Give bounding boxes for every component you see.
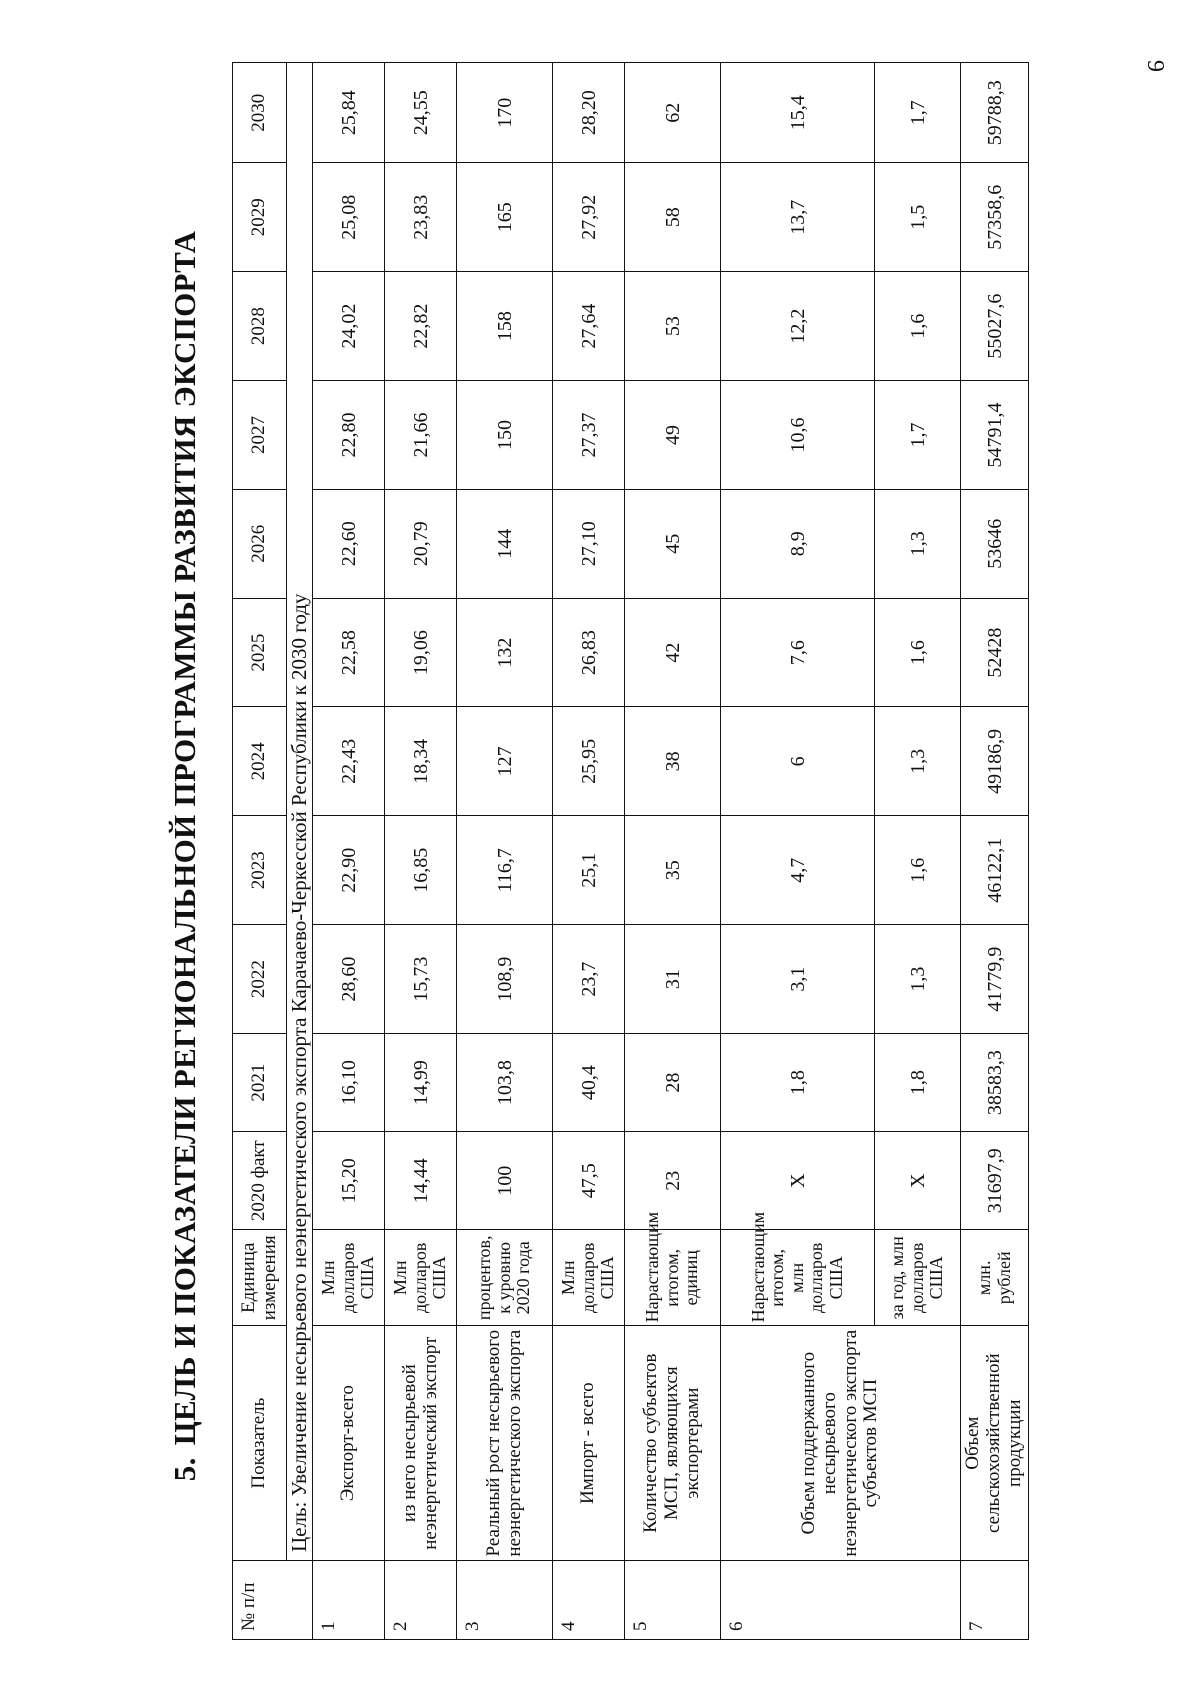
unit-cell: Млн долларов США	[313, 1230, 385, 1326]
indicator-name: Объем поддержанного несырьевого неэнергетического экспорта субъектов МСП	[721, 1326, 961, 1561]
value-cell: 47,5	[553, 1132, 625, 1230]
goal-row	[287, 63, 313, 1640]
value-cell: 1,8	[721, 1033, 875, 1131]
value-cell: 16,10	[313, 1033, 385, 1131]
value-cell: 42	[625, 598, 721, 707]
row-number: 7	[961, 1561, 1029, 1640]
value-cell: 1,6	[875, 598, 961, 707]
value-cell: 1,3	[875, 707, 961, 816]
indicator-name: из него несырьевой неэнергетический экспорт	[385, 1326, 457, 1561]
value-cell: 1,6	[875, 816, 961, 925]
row-number: 2	[385, 1561, 457, 1640]
table-row	[961, 63, 1029, 1640]
value-cell: 22,43	[313, 707, 385, 816]
value-cell: 100	[457, 1132, 553, 1230]
value-cell: Х	[721, 1132, 875, 1230]
value-cell: 38583,3	[961, 1033, 1029, 1131]
value-cell: 25,84	[313, 63, 385, 163]
value-cell: 14,99	[385, 1033, 457, 1131]
value-cell: Х	[875, 1132, 961, 1230]
value-cell: 1,7	[875, 381, 961, 490]
value-cell: 27,92	[553, 163, 625, 272]
table-row	[313, 63, 385, 1640]
value-cell: 27,64	[553, 272, 625, 381]
value-cell: 127	[457, 707, 553, 816]
table-row	[553, 63, 625, 1640]
export-indicators-table	[232, 62, 1029, 1640]
value-cell: 62	[625, 63, 721, 163]
header-year: 2029	[233, 163, 287, 272]
value-cell: 6	[721, 707, 875, 816]
value-cell: 27,10	[553, 489, 625, 598]
value-cell: 165	[457, 163, 553, 272]
value-cell: 1,6	[875, 272, 961, 381]
value-cell: 28	[625, 1033, 721, 1131]
value-cell: 46122,1	[961, 816, 1029, 925]
unit-cell: Нарастающим итогом, млн долларов США	[721, 1230, 875, 1326]
value-cell: 24,55	[385, 63, 457, 163]
value-cell: 26,83	[553, 598, 625, 707]
indicator-name: Экспорт-всего	[313, 1326, 385, 1561]
header-year: 2025	[233, 598, 287, 707]
value-cell: 108,9	[457, 925, 553, 1034]
value-cell: 58	[625, 163, 721, 272]
value-cell: 38	[625, 707, 721, 816]
value-cell: 49	[625, 381, 721, 490]
unit-cell: Млн долларов США	[553, 1230, 625, 1326]
unit-cell: Млн долларов США	[385, 1230, 457, 1326]
header-year: 2022	[233, 925, 287, 1034]
header-year: 2023	[233, 816, 287, 925]
value-cell: 15,20	[313, 1132, 385, 1230]
row-number: 4	[553, 1561, 625, 1640]
value-cell: 28,20	[553, 63, 625, 163]
value-cell: 59788,3	[961, 63, 1029, 163]
value-cell: 14,44	[385, 1132, 457, 1230]
value-cell: 132	[457, 598, 553, 707]
value-cell: 1,3	[875, 489, 961, 598]
section-title: ЦЕЛЬ И ПОКАЗАТЕЛИ РЕГИОНАЛЬНОЙ ПРОГРАММЫ РАЗВИТИЯ ЭКСПОРТА	[167, 230, 202, 1446]
value-cell: 20,79	[385, 489, 457, 598]
value-cell: 53646	[961, 489, 1029, 598]
rotated-page-content	[150, 60, 1030, 1640]
value-cell: 52428	[961, 598, 1029, 707]
value-cell: 4,7	[721, 816, 875, 925]
value-cell: 57358,6	[961, 163, 1029, 272]
unit-cell: млн. рублей	[961, 1230, 1029, 1326]
header-year: 2027	[233, 381, 287, 490]
value-cell: 21,66	[385, 381, 457, 490]
header-year: 2024	[233, 707, 287, 816]
value-cell: 25,1	[553, 816, 625, 925]
row-number: 6	[721, 1561, 961, 1640]
header-year: 2021	[233, 1033, 287, 1131]
value-cell: 23,83	[385, 163, 457, 272]
header-indicator: Показатель	[233, 1326, 287, 1561]
value-cell: 7,6	[721, 598, 875, 707]
value-cell: 40,4	[553, 1033, 625, 1131]
value-cell: 13,7	[721, 163, 875, 272]
value-cell: 31	[625, 925, 721, 1034]
value-cell: 41779,9	[961, 925, 1029, 1034]
value-cell: 8,9	[721, 489, 875, 598]
value-cell: 10,6	[721, 381, 875, 490]
table-header-row	[233, 63, 287, 1640]
header-year: 2028	[233, 272, 287, 381]
value-cell: 15,73	[385, 925, 457, 1034]
header-num: № п/п	[233, 1561, 313, 1640]
value-cell: 23	[625, 1132, 721, 1230]
value-cell: 22,58	[313, 598, 385, 707]
unit-cell: Нарастающим итогом, единиц	[625, 1230, 721, 1326]
value-cell: 116,7	[457, 816, 553, 925]
value-cell: 23,7	[553, 925, 625, 1034]
value-cell: 1,3	[875, 925, 961, 1034]
value-cell: 54791,4	[961, 381, 1029, 490]
unit-cell: процентов, к уровню 2020 года	[457, 1230, 553, 1326]
unit-cell: за год, млн долларов США	[875, 1230, 961, 1326]
value-cell: 170	[457, 63, 553, 163]
row-number: 3	[457, 1561, 553, 1640]
header-year: 2020 факт	[233, 1132, 287, 1230]
table-row	[625, 63, 721, 1640]
value-cell: 35	[625, 816, 721, 925]
table-row	[457, 63, 553, 1640]
value-cell: 15,4	[721, 63, 875, 163]
value-cell: 53	[625, 272, 721, 381]
goal-text: Цель: Увеличение несырьевого неэнергетического экспорта Карачаево-Черкесской Республики к 2030 году	[287, 63, 313, 1561]
value-cell: 1,5	[875, 163, 961, 272]
header-year: 2030	[233, 63, 287, 163]
value-cell: 22,60	[313, 489, 385, 598]
value-cell: 144	[457, 489, 553, 598]
value-cell: 150	[457, 381, 553, 490]
value-cell: 28,60	[313, 925, 385, 1034]
indicator-name: Количество субъектов МСП, являющихся экспортерами	[625, 1326, 721, 1561]
header-unit: Единица измерения	[233, 1230, 287, 1326]
indicator-name: Реальный рост несырьевого неэнергетического экспорта	[457, 1326, 553, 1561]
value-cell: 27,37	[553, 381, 625, 490]
value-cell: 45	[625, 489, 721, 598]
header-year: 2026	[233, 489, 287, 598]
value-cell: 158	[457, 272, 553, 381]
value-cell: 1,7	[875, 63, 961, 163]
value-cell: 49186,9	[961, 707, 1029, 816]
value-cell: 55027,6	[961, 272, 1029, 381]
value-cell: 19,06	[385, 598, 457, 707]
document-title	[150, 60, 220, 1640]
value-cell: 31697,9	[961, 1132, 1029, 1230]
value-cell: 103,8	[457, 1033, 553, 1131]
row-number: 5	[625, 1561, 721, 1640]
value-cell: 16,85	[385, 816, 457, 925]
value-cell: 18,34	[385, 707, 457, 816]
table-row	[385, 63, 457, 1640]
indicator-name: Объем сельскохозяйственной продукции	[961, 1326, 1029, 1561]
value-cell: 1,8	[875, 1033, 961, 1131]
value-cell: 22,80	[313, 381, 385, 490]
table-row	[721, 63, 875, 1640]
value-cell: 25,95	[553, 707, 625, 816]
value-cell: 22,82	[385, 272, 457, 381]
indicator-name: Импорт - всего	[553, 1326, 625, 1561]
value-cell: 3,1	[721, 925, 875, 1034]
value-cell: 24,02	[313, 272, 385, 381]
value-cell: 12,2	[721, 272, 875, 381]
value-cell: 22,90	[313, 816, 385, 925]
section-number: 5.	[167, 1457, 202, 1482]
value-cell: 25,08	[313, 163, 385, 272]
page-number: 9	[1142, 60, 1168, 72]
row-number: 1	[313, 1561, 385, 1640]
